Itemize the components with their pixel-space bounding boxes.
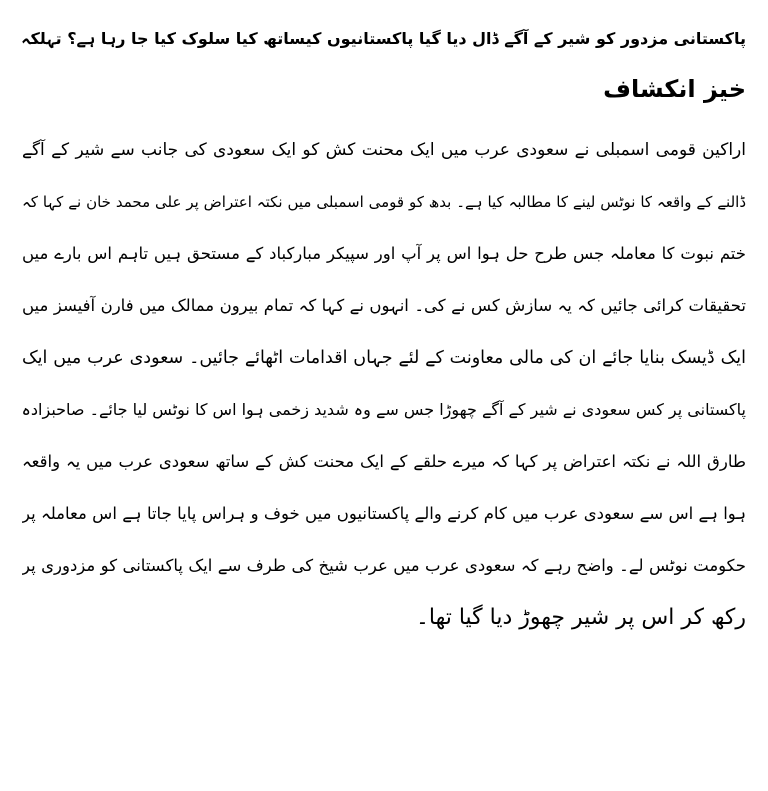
body-line-5: ایک ڈیسک بنایا جائے ان کی مالی معاونت کے لئے جہاں اقدامات اٹھائے جائیں۔ سعودی عرب میں ایک: [22, 348, 746, 368]
body-line-1: اراکین قومی اسمبلی نے سعودی عرب میں ایک محنت کش کو ایک سعودی کی جانب سے شیر کے آگے: [22, 140, 746, 160]
body-line-10: رکھ کر اس پر شیر چھوڑ دیا گیا تھا۔: [415, 605, 746, 630]
body-line-9: حکومت نوٹس لے۔ واضح رہے کہ سعودی عرب میں عرب شیخ کی طرف سے ایک پاکستانی کو مزدوری پر: [22, 556, 746, 575]
body-line-7: طارق اللہ نے نکتہ اعتراض پر کہا کہ میرے حلقے کے ایک محنت کش کے ساتھ سعودی عرب میں یہ واقعہ: [22, 452, 746, 471]
article-body: [22, 124, 746, 644]
body-line-6: پاکستانی پر کس سعودی نے شیر کے آگے چھوڑا جس سے وہ شدید زخمی ہوا اس کا نوٹس لیا جائے۔ صاحبزادہ: [22, 400, 746, 419]
headline: [22, 14, 746, 114]
body-line-8: ہوا ہے اس سے سعودی عرب میں کام کرنے والے پاکستانیوں میں خوف و ہراس پایا جاتا ہے اس معاملہ پر: [22, 504, 746, 523]
body-line-3: ختم نبوت کا معاملہ جس طرح حل ہوا اس پر آپ اور سپیکر مبارکباد کے مستحق ہیں تاہم اس بارے میں: [22, 244, 746, 263]
headline-line-2: خیز انکشاف: [603, 75, 746, 103]
body-line-2: ڈالنے کے واقعہ کا نوٹس لینے کا مطالبہ کیا ہے۔ بدھ کو قومی اسمبلی میں نکتہ اعتراض پر علی محمد خان نے کہا کہ: [22, 193, 746, 211]
article: [22, 14, 746, 644]
body-line-4: تحقیقات کرائی جائیں کہ یہ سازش کس نے کی۔ انہوں نے کہا کہ تمام بیرون ممالک میں فارن آفیسز میں: [22, 296, 746, 315]
headline-line-1: پاکستانی مزدور کو شیر کے آگے ڈال دیا گیا پاکستانیوں کیساتھ کیا سلوک کیا جا رہا ہے؟ تہلکہ: [21, 29, 746, 48]
